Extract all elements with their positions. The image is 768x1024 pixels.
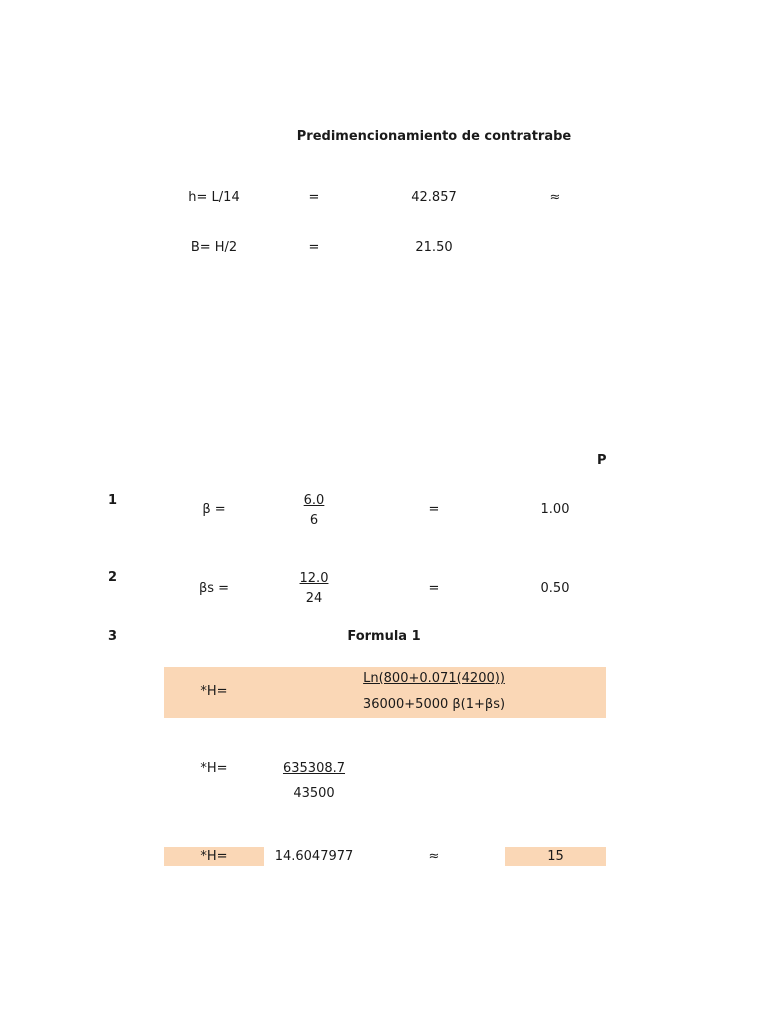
beta-label: β = <box>202 502 226 517</box>
numeric-numerator: 635308.7 <box>282 761 346 776</box>
formula-heading: Formula 1 <box>347 629 421 644</box>
base-label: B= H/2 <box>190 240 238 255</box>
result-approx: ≈ <box>428 849 440 864</box>
height-label: h= L/14 <box>188 190 240 205</box>
height-equals: = <box>308 190 320 205</box>
beta-s-result: 0.50 <box>540 581 570 596</box>
page-title: Predimencionamiento de contratrabe <box>296 129 572 144</box>
result-h-label: *H= <box>200 849 228 864</box>
beta-s-denominator: 24 <box>305 591 323 606</box>
beta-equals: = <box>428 502 440 517</box>
numeric-denominator: 43500 <box>293 786 335 801</box>
step-number-3: 3 <box>108 629 118 644</box>
beta-s-equals: = <box>428 581 440 596</box>
base-value: 21.50 <box>415 240 453 255</box>
result-value: 14.6047977 <box>274 849 354 864</box>
beta-denominator: 6 <box>309 513 319 528</box>
step-number-1: 1 <box>108 493 118 508</box>
beta-s-label: βs = <box>198 581 230 596</box>
beta-result: 1.00 <box>540 502 570 517</box>
beta-numerator: 6.0 <box>303 493 325 508</box>
rounded-value: 15 <box>547 849 564 864</box>
height-approx: ≈ <box>549 190 561 205</box>
numeric-h-label: *H= <box>200 761 228 776</box>
base-equals: = <box>308 240 320 255</box>
column-header-p: P <box>597 453 607 468</box>
beta-s-numerator: 12.0 <box>299 571 329 586</box>
formula-symbolic-denominator: 36000+5000 β(1+βs) <box>362 697 506 712</box>
formula-h-label: *H= <box>200 684 228 699</box>
step-number-2: 2 <box>108 570 118 585</box>
height-value: 42.857 <box>411 190 457 205</box>
formula-symbolic-numerator: Ln(800+0.071(4200)) <box>363 671 505 686</box>
